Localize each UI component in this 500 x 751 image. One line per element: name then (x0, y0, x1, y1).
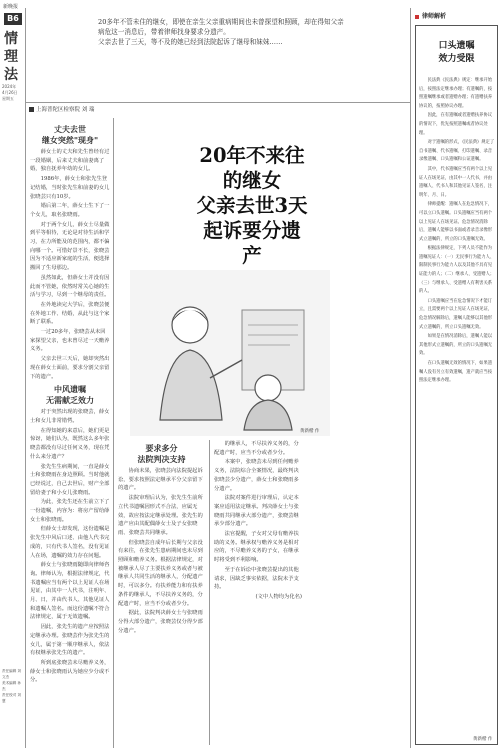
body-paragraph: 法院对案件进行审理后，认定本案应适用法定继承。判决薛女士与张晓雨共同继承大部分遗产，张晓芸继承少部分遗产。 (214, 495, 299, 528)
body-paragraph: (文中人物均为化名) (255, 593, 302, 600)
sidebar-paragraph: 对于遗嘱的形式，《民法典》规定了自书遗嘱、代书遗嘱、打印遗嘱、录音录像遗嘱、口头遗嘱和公证遗嘱。 (419, 140, 495, 163)
headline-line-4: 起诉要分遗产 (203, 219, 301, 267)
figure-head (172, 307, 208, 343)
body-paragraph: 在得知她的来意后，她们更是惊讶，她们认为，既然这么多年张晓芸都没有尽过任何义务，现在凭什么来分遗产？ (30, 427, 110, 460)
body-paragraph: 在外地读完大学后，张晓芸便在外地工作、结婚，从此与这个家断了联系。 (30, 301, 110, 326)
section-strip (0, 0, 24, 751)
section-tag-label: 律师解析 (422, 13, 447, 20)
body-paragraph: 薛女士的丈夫和先生曾经有过一段婚姻，后来丈夫和前妻离了婚，独自抚养年幼的女儿。 (30, 149, 110, 173)
column-divider (113, 118, 114, 748)
body-paragraph: 协商未果，张晓芸向法院提起诉讼，要求按照法定继承平分父亲留下的遗产。 (118, 468, 203, 492)
intro-paragraph: 父亲去世了三天，等不及的她已经到法院起诉了继母和妹妹…… (98, 38, 283, 46)
column-divider (209, 440, 210, 745)
illustration (130, 270, 330, 436)
date-weekday: 星期五 (2, 96, 14, 101)
sidebar-paragraph: 因此，在有遗嘱或者遗赠扶养协议的情况下，优先按照遗嘱或者协议处理。 (419, 113, 493, 136)
headline-line-3: 父亲去世3天 (196, 194, 308, 217)
body-paragraph: 但张晓芸自成年后长期与父亲没有来往，在张先生患病期间也未尽到照顾和赡养义务。根据法律规定，对被继承人尽了主要扶养义务或者与被继承人共同生活的继承人，分配遗产时，可以多分。有扶养能力和有扶养条件的继承人，不尽扶养义务的，分配遗产时，应当不分或者少分。 (118, 539, 203, 607)
column-3 (118, 440, 205, 636)
intro-paragraph: 20多年不管未住的继女，即使在亲生父亲重病期间也未曾探望和照顾，却在得知父亲病危这一消息后，带着律师找身要求分遗产。 (98, 18, 344, 36)
intro-summary (98, 18, 348, 49)
subheading-1: 丈夫去世 继女突然"现身" (41, 124, 99, 145)
subheading-2: 中风遗嘱 无需献乏效力 (46, 384, 94, 406)
sidebar-title: 口头遗嘱 效力受限 (438, 41, 475, 64)
section-char-2: 理 (4, 49, 18, 65)
body-paragraph: 对于突然出现的张晓芸，薛女士和女儿非常错愕。 (30, 409, 110, 424)
body-paragraph: 至于在诉讼中张晓芸提出的其他请求，因缺乏事实依据，法院未予支持。 (214, 566, 299, 591)
sidebar-paragraph: 口头遗嘱应当在危急情况下才能订立，且需要两个以上见证人在场见证，危急情况解除后，遗嘱人能够以其他形式立遗嘱的，所立口头遗嘱无效。 (419, 298, 493, 330)
credit-proofreader: 责任校对 刘慧 (2, 693, 22, 703)
strip-divider (25, 8, 26, 748)
square-bullet-icon (29, 107, 34, 112)
credit-editor: 责任编辑 刘文杰 (2, 669, 22, 679)
body-paragraph: 法院审理后认为，张先生生前所立代书遗嘱因形式不合法，应属无效，故应按法定继承处理。张先生的遗产应由其配偶薛女士及子女张晓雨、张晓芸共同继承。 (118, 495, 203, 536)
section-char-1: 情 (4, 31, 18, 47)
body-paragraph: 父亲去世三天后，她却突然出现在薛女士面前，要求分割父亲留下的遗产。 (30, 356, 110, 380)
section-char-3: 法 (4, 67, 18, 83)
strip-credits (2, 668, 24, 704)
date-day: 4月26日 (2, 90, 18, 95)
sidebar-paragraph: 如果是在情况消除后，遗嘱人能以其他形式立遗嘱的，所立的口头遗嘱无效。 (419, 334, 493, 357)
body-paragraph: 的继承人，不尽扶养义务的，分配遗产时，应当不分或者少分。 (214, 441, 299, 456)
headline (196, 143, 308, 268)
body-paragraph: 据此，法院判决薛女士与张晓雨分得大部分遗产，张晓芸仅分得少部分遗产。 (118, 610, 203, 634)
page-number: B6 (4, 13, 22, 25)
column-1 (30, 121, 110, 686)
sidebar-paragraph: 其中，代书遗嘱应当有两个以上见证人在场见证，由其中一人代书，并由遗嘱人、代书人和其他见证人签名，注明年、月、日。 (419, 166, 493, 198)
body-paragraph: 虽然如此，但薛女士并没有因此而不管她，依然时常关心她的生活与学习，尽到一个继母的责任。 (30, 274, 110, 299)
headline-line-1: 20年不来往 (199, 144, 305, 167)
headline-line-2: 的继女 (222, 169, 282, 192)
section-tag (415, 11, 499, 22)
body-paragraph: 婚后第二年，薛女士生下了一个女儿，取名张晓雨。 (30, 203, 110, 218)
credit-art-editor: 美术编辑 孙 杰 (2, 681, 22, 691)
tag-square-icon (415, 15, 419, 19)
body-paragraph: 本案中，张晓芸未尽到任何赡养义务，法院综合全案情况，最终判决张晓芸少分遗产，薛女士和张晓雨多分遗产。 (214, 459, 299, 492)
author-label: 上海普陀区检察院 刘 瑞 (36, 107, 95, 113)
illustration-credit: 黄新楷 作 (300, 429, 320, 434)
sidebar-credit: 黄新楷 作 (473, 737, 493, 742)
sidebar-paragraph: 民法典《民法典》规定：继承开始后，按照法定继承办理；有遗嘱的，按照遗嘱继承或者遗赠办理；有遗赠扶养协议的，按照协议办理。 (419, 78, 493, 109)
body-paragraph: 因此，张先生的遗产应按照法定继承办理。张晓芸作为张先生的女儿，属于第一顺序继承人，依法有权继承张先生的遗产。 (30, 624, 110, 657)
column-4 (214, 440, 302, 603)
body-paragraph: 对于两个女儿，薛女士尽量做到平等相待，无论是对待生活和学习，在力所能及的范围内，都不偏向哪一个。可惜好景不长，张晓芸因为不适应新家庭的生活，便选择搬回了生母那边。 (30, 221, 110, 272)
body-paragraph: 一过20多年，张晓芸从未回家探望父亲，也未曾尽过一天赡养义务。 (30, 329, 110, 353)
author-bar (29, 104, 439, 116)
subheading-3: 要求多分 法院判决支持 (137, 443, 186, 464)
body-paragraph: 法官提醒，子女对父母有赡养扶助的义务。继承权与赡养义务是相对应的，不尽赡养义务的子女，在继承时将受到不利影响。 (214, 531, 299, 564)
date-year: 2024年 (2, 84, 17, 89)
body-paragraph: 1986年，薛女士和张先生登记结婚，当时张先生和前妻的女儿张晓芸只有10岁。 (30, 176, 110, 200)
right-column-divider (410, 8, 411, 748)
figure2-head (255, 375, 281, 401)
sidebar-body (419, 77, 495, 387)
body-paragraph: 但薛女士却发现，这份遗嘱是张先生中风后口述、由他人代书完成的，只有代书人签名，没有见证人在场，遗嘱的效力存在问题。 (30, 526, 110, 559)
sidebar-paragraph: 根据法律规定，下列人员不能作为遗嘱见证人：（一）无民事行为能力人、限制民事行为能力人以及其他不具有见证能力的人；（二）继承人、受遗赠人；（三）与继承人、受遗赠人有利害关系的人。 (419, 246, 495, 295)
sidebar-paragraph: 律师提醒：遗嘱人在危急情况下，可以立口头遗嘱。口头遗嘱应当有两个以上见证人在场见证。危急情况消除后，遗嘱人能够以书面或者录音录像形式立遗嘱的，所立的口头遗嘱无效。 (419, 202, 493, 242)
body-paragraph: 所到底张晓芸未尽赡养义务，薛女士和张晓雨认为她应少分或不分。 (30, 659, 110, 684)
header-rule (26, 102, 410, 103)
body-paragraph: 薛女士与张晓雨随即向律师咨询。律师认为，根据法律规定，代书遗嘱应当有两个以上见证人在场见证，由其中一人代书，注明年、月、日，并由代书人、其他见证人和遗嘱人签名。而这份遗嘱不符合法律规定，属于无效遗嘱。 (30, 562, 110, 621)
masthead-brand: 新晚报 (3, 4, 19, 10)
body-paragraph: 为此，张先生还在生前立下了一份遗嘱，内容为：将房产留给薛女士和张晓雨。 (30, 499, 110, 523)
body-paragraph: 张先生生病期间，一直是薛女士和张晓雨在身边照顾。当时他就已经说过，自己去世后，财产全部留给妻子和小女儿张晓雨。 (30, 463, 110, 496)
sidebar-paragraph: 在口头遗嘱无效的情况下，如果遗嘱人没有另立有效遗嘱，遗产就应当按照法定继承办理。 (419, 361, 493, 384)
